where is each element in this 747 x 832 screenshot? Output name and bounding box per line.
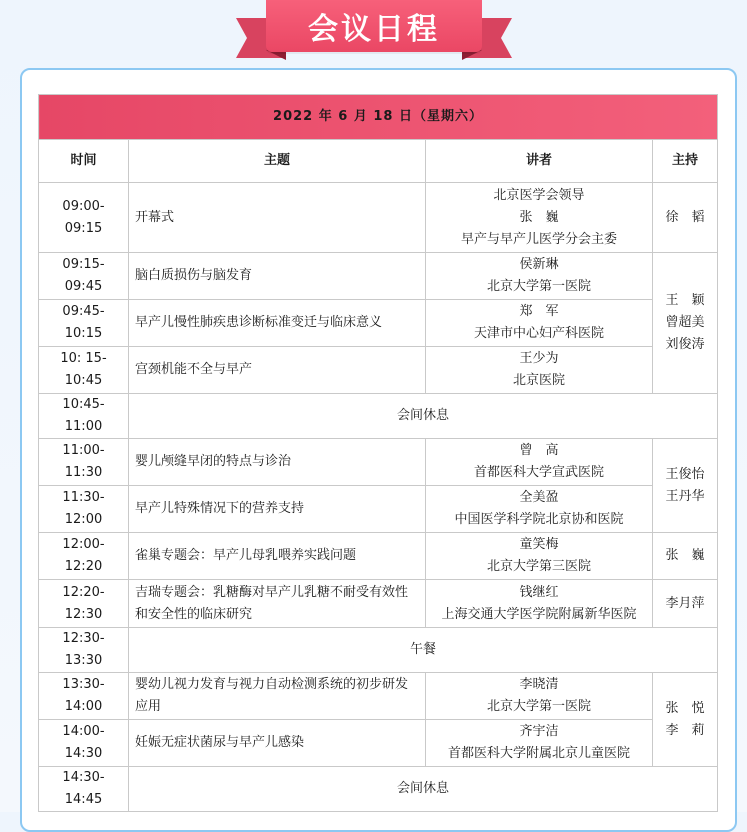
host-line: 张 悦 xyxy=(665,700,705,716)
speaker-line: 上海交通大学医学院附属新华医院 xyxy=(441,606,637,622)
session-host: 张 巍 xyxy=(653,533,718,580)
column-header-topic: 主题 xyxy=(129,140,426,183)
session-speaker xyxy=(426,580,653,628)
session-host xyxy=(653,439,718,533)
session-time: 09:15-09:45 xyxy=(39,253,129,300)
speaker-line: 首都医科大学附属北京儿童医院 xyxy=(447,746,630,761)
session-host xyxy=(653,253,718,394)
host-line: 李 莉 xyxy=(665,722,705,738)
speaker-line: 天津市中心妇产科医院 xyxy=(473,326,604,341)
speaker-line: 钱继红 xyxy=(519,584,559,600)
table-row xyxy=(39,486,718,533)
session-topic: 开幕式 xyxy=(129,183,426,253)
session-speaker xyxy=(426,673,653,720)
session-time: 11:30-12:00 xyxy=(39,486,129,533)
session-time: 10: 15-10:45 xyxy=(39,347,129,394)
speaker-line: 全美盈 xyxy=(519,490,559,505)
table-row xyxy=(39,673,718,720)
session-speaker xyxy=(426,300,653,347)
speaker-line: 郑 军 xyxy=(519,304,559,319)
session-topic: 婴儿颅缝早闭的特点与诊治 xyxy=(129,439,426,486)
session-topic: 早产儿特殊情况下的营养支持 xyxy=(129,486,426,533)
session-speaker xyxy=(426,439,653,486)
session-time: 09:45-10:15 xyxy=(39,300,129,347)
session-time: 10:45-11:00 xyxy=(39,394,129,439)
host-line: 王丹华 xyxy=(665,488,705,504)
session-speaker xyxy=(426,720,653,767)
host-line: 王 颖 xyxy=(665,293,705,308)
speaker-line: 王少为 xyxy=(519,351,559,366)
table-row xyxy=(39,439,718,486)
session-speaker xyxy=(426,486,653,533)
break-label: 会间休息 xyxy=(129,394,718,439)
speaker-line: 李晓清 xyxy=(519,677,559,692)
session-host xyxy=(653,673,718,767)
table-row xyxy=(39,720,718,767)
speaker-line: 齐宇洁 xyxy=(519,724,559,739)
schedule-table xyxy=(38,94,718,812)
speaker-line: 中国医学科学院北京协和医院 xyxy=(454,512,624,527)
break-label: 会间休息 xyxy=(129,767,718,812)
host-line: 王俊怡 xyxy=(665,466,705,482)
session-time: 11:00-11:30 xyxy=(39,439,129,486)
table-row xyxy=(39,253,718,300)
session-topic: 宫颈机能不全与早产 xyxy=(129,347,426,394)
session-topic: 妊娠无症状菌尿与早产儿感染 xyxy=(129,720,426,767)
column-header-speaker: 讲者 xyxy=(426,140,653,183)
speaker-line: 北京医院 xyxy=(512,373,565,388)
session-time: 09:00-09:15 xyxy=(39,183,129,253)
page-title: 会议日程 xyxy=(266,0,482,52)
session-speaker xyxy=(426,533,653,580)
speaker-line: 北京大学第三医院 xyxy=(486,559,591,574)
title-ribbon xyxy=(236,0,512,70)
session-topic: 脑白质损伤与脑发育 xyxy=(129,253,426,300)
session-time: 14:30-14:45 xyxy=(39,767,129,812)
table-row xyxy=(39,183,718,253)
session-speaker xyxy=(426,253,653,300)
table-row xyxy=(39,628,718,673)
speaker-line: 北京大学第一医院 xyxy=(486,699,591,714)
table-row xyxy=(39,300,718,347)
session-host: 李月萍 xyxy=(653,580,718,628)
column-header-time: 时间 xyxy=(39,140,129,183)
session-time: 13:30-14:00 xyxy=(39,673,129,720)
speaker-line: 曾 高 xyxy=(519,443,559,458)
speaker-line: 侯新琳 xyxy=(519,257,559,272)
speaker-line: 张 巍 xyxy=(519,209,559,225)
session-topic: 雀巢专题会：早产儿母乳喂养实践问题 xyxy=(129,533,426,580)
host-line: 曾超美 xyxy=(665,315,705,330)
session-topic: 吉瑞专题会：乳糖酶对早产儿乳糖不耐受有效性和安全性的临床研究 xyxy=(129,580,426,628)
speaker-line: 童笑梅 xyxy=(519,537,559,552)
table-row xyxy=(39,767,718,812)
session-topic: 早产儿慢性肺疾患诊断标准变迁与临床意义 xyxy=(129,300,426,347)
column-header-host: 主持 xyxy=(653,140,718,183)
host-line: 刘俊涛 xyxy=(665,337,705,352)
session-host: 徐 韬 xyxy=(653,183,718,253)
table-row xyxy=(39,533,718,580)
speaker-line: 北京医学会领导 xyxy=(493,187,585,203)
session-time: 12:20-12:30 xyxy=(39,580,129,628)
table-row xyxy=(39,347,718,394)
session-time: 12:00-12:20 xyxy=(39,533,129,580)
speaker-line: 首都医科大学宣武医院 xyxy=(473,465,604,480)
speaker-line: 早产与早产儿医学分会主委 xyxy=(460,231,617,247)
session-speaker xyxy=(426,347,653,394)
table-row xyxy=(39,580,718,628)
schedule-date: 2022 年 6 月 18 日（星期六） xyxy=(39,95,718,140)
session-topic: 婴幼儿视力发育与视力自动检测系统的初步研发应用 xyxy=(129,673,426,720)
table-row xyxy=(39,394,718,439)
session-time: 12:30-13:30 xyxy=(39,628,129,673)
session-time: 14:00-14:30 xyxy=(39,720,129,767)
speaker-line: 北京大学第一医院 xyxy=(486,279,591,294)
session-speaker xyxy=(426,183,653,253)
break-label: 午餐 xyxy=(129,628,718,673)
